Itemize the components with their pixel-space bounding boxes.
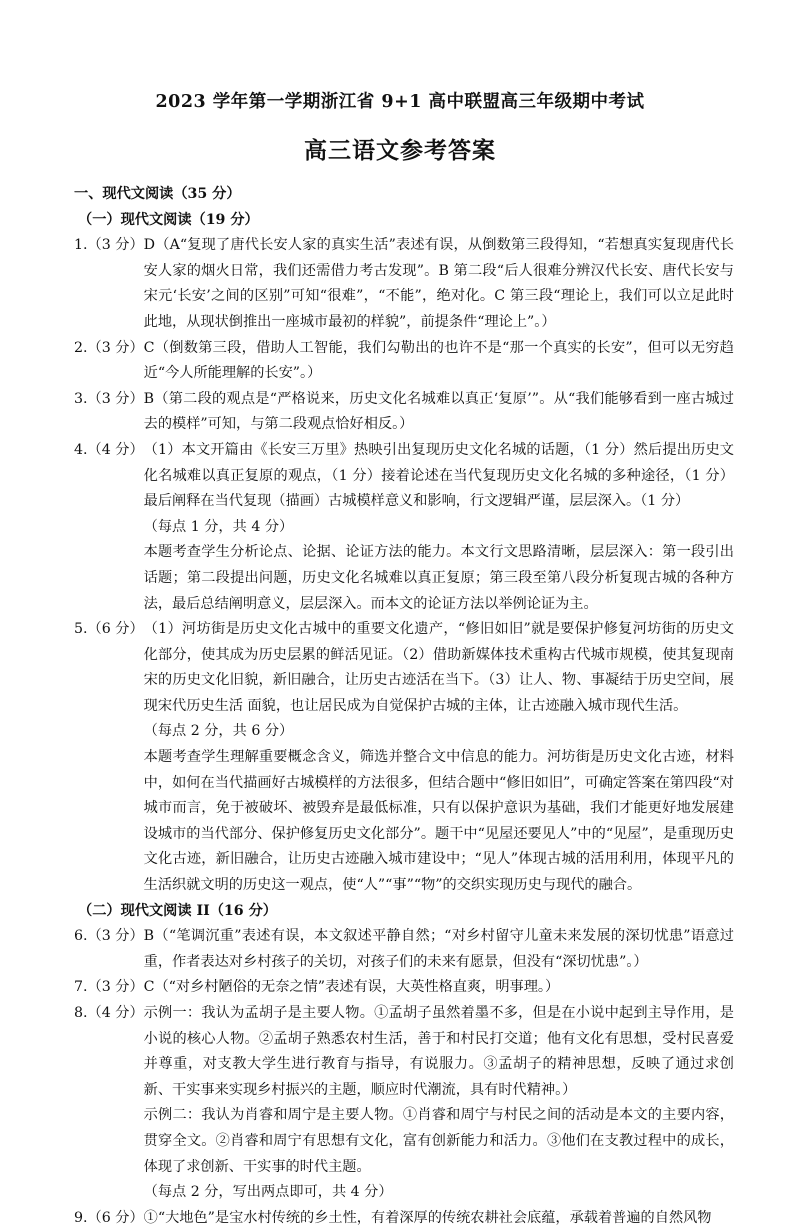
question-number: 6.（3 分） <box>74 928 144 945</box>
answer-item-3 <box>74 387 734 438</box>
section-title: 一、现代文阅读（35 分） <box>74 186 241 202</box>
answer-item-4 <box>74 438 734 617</box>
answer-body <box>144 438 734 617</box>
document-title: 高三语文参考答案 <box>304 137 496 164</box>
answer-text: （1）河坊街是历史文化古城中的重要文化遗产，“修旧如旧”就是要保护修复河坊街的历史文化部分，使其成为历史层累的鲜活见证。（2）借助新媒体技术重构古代城市规模，使其复现南宋的历史文化旧貌，新旧融合，让历史古迹活在当下。（3）让人、物、事凝结于历史空间，展现宋代历史生活 面貌，也让居民成为自觉保护古城的主体，让古迹融入城市现代生活。 <box>143 621 734 714</box>
answer-item-1 <box>74 233 734 335</box>
subsection-title: （一）现代文阅读（19 分） <box>78 211 259 228</box>
answer-item-9 <box>74 1206 734 1231</box>
answer-text: ①“大地色”是宝水村传统的乡土性，有着深厚的传统农耕社会底蕴，承载着普遍的自然风物 <box>143 1209 712 1226</box>
answer-item-8 <box>74 1001 734 1206</box>
answer-item-7 <box>74 975 734 1001</box>
answer-text: B（“笔调沉重”表述有误，本文叙述平静自然；“对乡村留守儿童未来发展的深切忧患”语意过重，作者表达对乡村孩子的关切，对孩子们的未来有愿景，但没有“深切忧患”。） <box>143 928 734 970</box>
answer-content <box>74 182 734 1231</box>
score-note: （每点 1 分，共 4 分） <box>143 518 294 535</box>
answer-item-2 <box>74 336 734 387</box>
answer-text: 示例一：我认为孟胡子是主要人物。①孟胡子虽然着墨不多，但是在小说中起到主导作用，是小说的核心人物。②孟胡子熟悉农村生活，善于和村民打交道；他有文化有思想，受村民喜爱并尊重，对支教大学生进行教育与指导，有说服力。③孟胡子的精神思想，反映了通过求创新、干实事来实现乡村振兴的主题，顺应时代潮流，具有时代精神。） <box>143 1005 734 1098</box>
answer-text: D（A“复现了唐代长安人家的真实生活”表述有误，从倒数第三段得知，“若想真实复现唐代长安人家的烟火日常，我们还需借力考古发现”。B 第二段“后人很难分辨汉代长安、唐代长安与宋元‘长安’之间的区别”可知“很难”，“不能”，绝对化。C 第三段“理论上，我们可以立足此时此地，从现状倒推出一座城市最初的样貌”，前提条件“理论上”。） <box>143 237 734 330</box>
answer-text: （1）本文开篇由《长安三万里》热映引出复现历史文化名城的话题，（1 分）然后提出历史文化名城难以真正复原的观点，（1 分）接着论述在当代复现历史文化名城的多种途径，（1 分）最后阐释在当代复现（描画）古城模样意义和影响，行文逻辑严谨，层层深入。（1 分） <box>143 441 734 510</box>
question-number: 1.（3 分） <box>74 237 144 254</box>
answer-body <box>144 617 734 899</box>
question-number: 2.（3 分） <box>74 339 144 356</box>
score-note: （每点 2 分，共 6 分） <box>143 723 294 740</box>
exam-title: 2023 学年第一学期浙江省 9+1 高中联盟高三年级期中考试 <box>155 92 645 112</box>
subsection-title: （二）现代文阅读 II（16 分） <box>78 902 277 919</box>
answer-text: C（“对乡村陋俗的无奈之情”表述有误，大英性格直爽，明事理。） <box>143 979 560 996</box>
question-number: 8.（4 分） <box>74 1005 144 1021</box>
answer-text: B（第二段的观点是“严格说来，历史文化名城难以真正‘复原’”。从“我们能够看到一座古城过去的模样”可知，与第二段观点恰好相反。） <box>143 390 734 433</box>
analysis-text: 本题考查学生理解重要概念含义，筛选并整合文中信息的能力。河坊街是历史文化古迹，材料中，如何在当代描画好古城模样的方法很多，但结合题中“修旧如旧”，可确定答案在第四段“对城市而言，免于被破坏、被毁弃是最低标准，只有以保护意识为基础，我们才能更好地发展建设城市的当代部分、保护修复历史文化部分”。题干中“见屋还要见人”中的“见屋”，是重现历史文化古迹，新旧融合，让历史古迹融入城市建设中；“见人”体现古城的活用利用，体现平凡的生活织就文明的历史这一观点，使“人”“事”“物”的交织实现历史与现代的融合。 <box>143 749 734 894</box>
question-number: 4.（4 分） <box>74 441 144 458</box>
question-number: 5.（6 分） <box>74 621 144 638</box>
answer-example-2: 示例二：我认为肖睿和周宁是主要人物。①肖睿和周宁与村民之间的活动是本文的主要内容，贯穿全文。②肖睿和周宁有思想有文化，富有创新能力和活力。③他们在支教过程中的成长，体现了求创新、干实事的时代主题。 <box>143 1107 734 1175</box>
answer-item-5 <box>74 617 734 899</box>
analysis-text: 本题考查学生分析论点、论据、论证方法的能力。本文行文思路清晰，层层深入：第一段引出话题；第二段提出问题，历史文化名城难以真正复原；第三段至第八段分析复现古城的各种方法，最后总结阐明意义，层层深入。而本文的论证方法以举例论证为主。 <box>143 544 734 612</box>
score-note: （每点 2 分，写出两点即可，共 4 分） <box>143 1184 393 1201</box>
answer-text: C（倒数第三段，借助人工智能，我们勾勒出的也许不是“那一个真实的长安”，但可以无穷趋近“今人所能理解的长安”。） <box>143 339 734 382</box>
answer-item-6 <box>74 924 734 975</box>
answer-body <box>144 1001 734 1206</box>
question-number: 7.（3 分） <box>74 979 144 996</box>
question-number: 9.（6 分） <box>74 1209 144 1226</box>
question-number: 3.（3 分） <box>74 390 144 407</box>
